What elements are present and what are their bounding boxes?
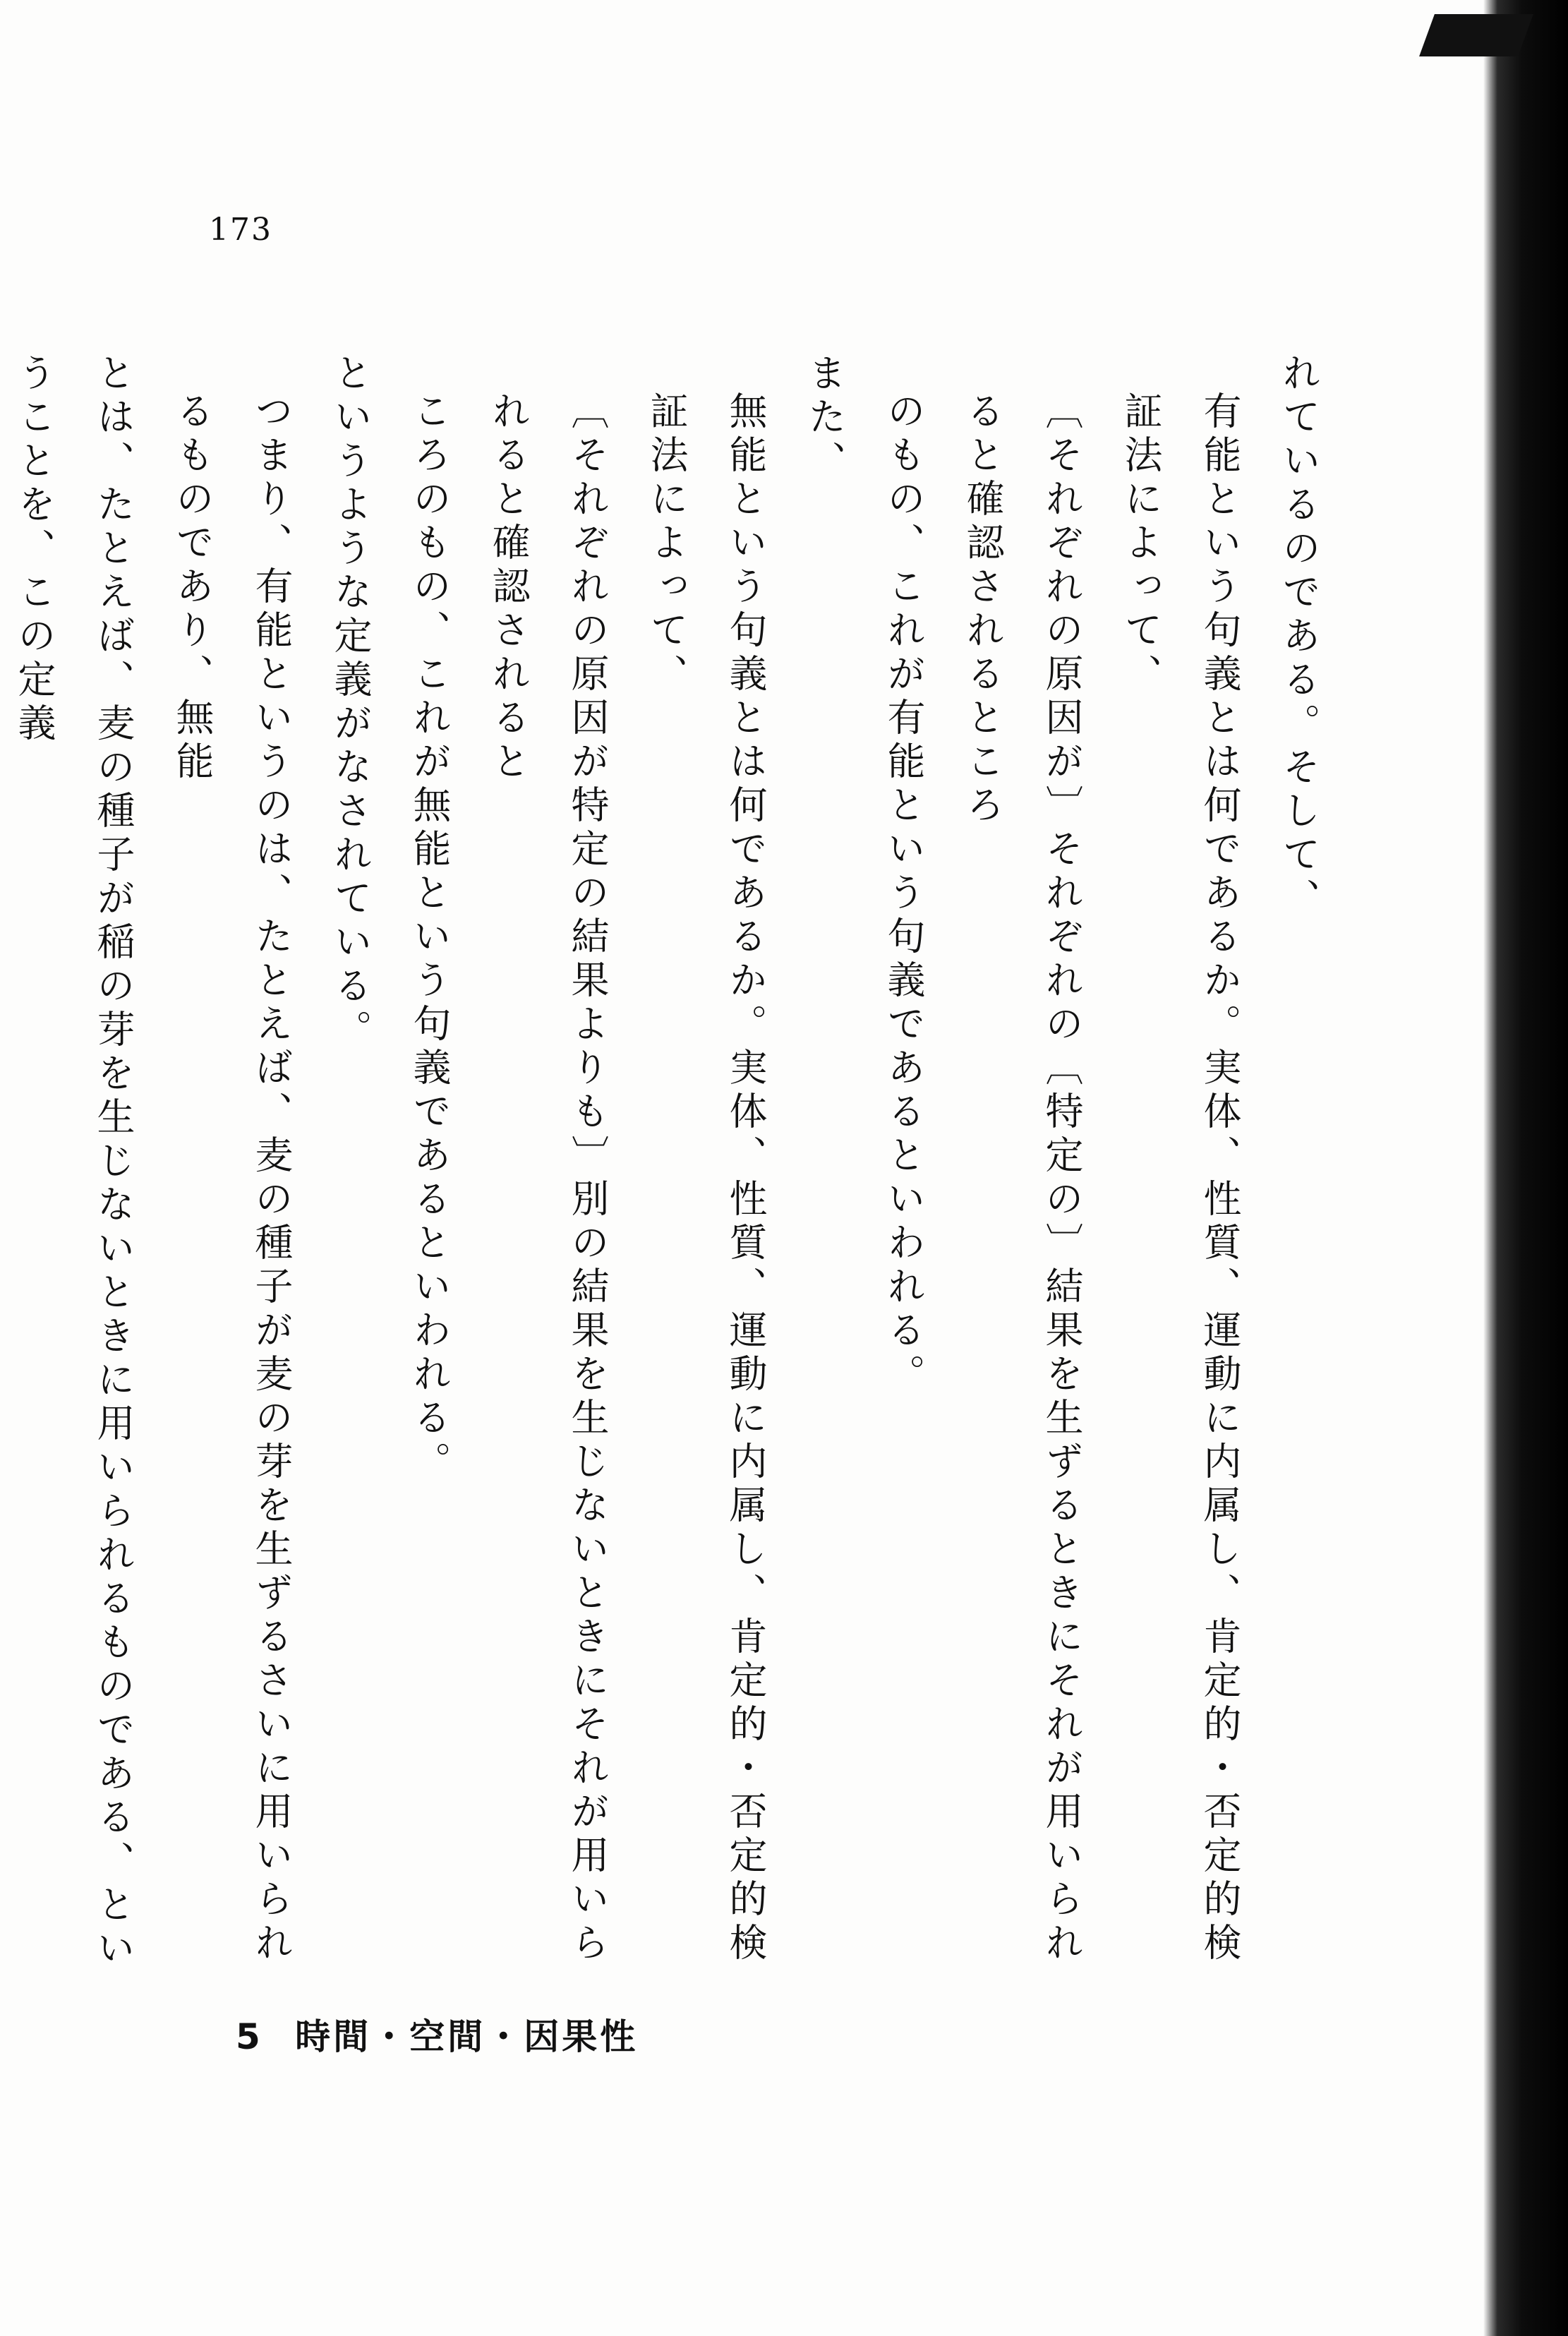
text-line: ころのもの、これが無能という句義であるといわれる。 (407, 391, 452, 1485)
text-line: れているのである。そして、 (1277, 353, 1321, 922)
text-line: のもの、これが有能という句義であるといわれる。 (881, 391, 926, 1397)
text-line: とは、たとえば、麦の種子が稲の芽を生じないときに用いられるものである、ということを、この定義 (12, 353, 135, 1972)
binding-edge-top (1419, 14, 1533, 56)
body-text (0, 353, 1338, 1976)
chapter-number: 5 (236, 2016, 263, 2057)
binding-edge (1483, 0, 1568, 2336)
running-footer (236, 2009, 638, 2059)
text-line: というような定義がなされている。 (328, 353, 373, 1053)
text-line: また、 (802, 353, 847, 484)
text-line: つまり、有能というのは、たとえば、麦の種子が麦の芽を生ずるさいに用いられるものであり、無能 (170, 391, 294, 1966)
text-line: 無能という句義とは何であるか。実体、性質、運動に内属し、肯定的・否定的検証法によって、 (644, 391, 768, 1966)
text-line: 〔それぞれの原因が〕それぞれの〔特定の〕結果を生ずるときにそれが用いられると確認されるところ (960, 391, 1084, 1966)
chapter-title: 時間・空間・因果性 (295, 2016, 639, 2057)
page-number: 173 (209, 212, 272, 248)
text-line: 〔それぞれの原因が特定の結果よりも〕別の結果を生じないときにそれが用いられると確認されると (486, 391, 610, 1966)
text-line: 有能という句義とは何であるか。実体、性質、運動に内属し、肯定的・否定的検証法によって、 (1118, 391, 1242, 1966)
